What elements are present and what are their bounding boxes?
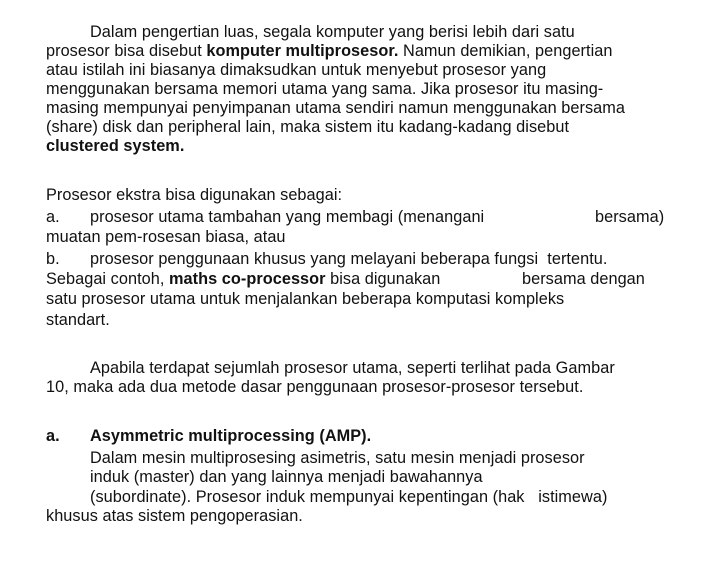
list-item-b-line1: prosesor penggunaan khusus yang melayani beberapa fungsi tertentu.	[90, 250, 608, 268]
paragraph1-line1: Dalam pengertian luas, segala komputer yang berisi lebih dari satu	[90, 23, 575, 41]
paragraph3-line1: Apabila terdapat sejumlah prosesor utama, seperti terlihat pada Gambar	[90, 359, 615, 377]
list-marker-a: a.	[46, 208, 60, 226]
list-item-a-line2: muatan pem-rosesan biasa, atau	[46, 228, 286, 246]
section-a-line4: khusus atas sistem pengoperasian.	[46, 507, 303, 525]
section-marker-a: a.	[46, 427, 60, 445]
list-item-b-line3: satu prosesor utama untuk menjalankan beberapa komputasi kompleks	[46, 290, 565, 308]
list-item-b-line2-end: bersama dengan	[522, 270, 645, 288]
term-komputer-multiprosesor: komputer multiprosesor.	[206, 42, 399, 60]
list-item-a-line1-end: bersama)	[595, 208, 665, 226]
list-item-b-line2-rest: bisa digunakan	[325, 270, 441, 288]
term-clustered-system: clustered system.	[46, 137, 185, 155]
term-maths-co-processor: maths co-processor	[169, 270, 326, 288]
list-item-b-line2	[46, 269, 440, 289]
paragraph1-line5: masing mempunyai penyimpanan utama sendiri namun menggunakan bersama	[46, 99, 625, 117]
section-a-line2: induk (master) dan yang lainnya menjadi bawahannya	[90, 468, 483, 486]
section-a-line1: Dalam mesin multiprosesing asimetris, satu mesin menjadi prosesor	[90, 449, 585, 467]
paragraph1-line2	[46, 41, 612, 61]
section-a-line3: (subordinate). Prosesor induk mempunyai kepentingan (hak istimewa)	[90, 488, 608, 506]
paragraph1-line4: menggunakan bersama memori utama yang sama. Jika prosesor itu masing-	[46, 80, 604, 98]
paragraph1-line6: (share) disk dan peripheral lain, maka sistem itu kadang-kadang disebut	[46, 118, 570, 136]
list-item-a-line1: prosesor utama tambahan yang membagi (menangani	[90, 208, 485, 226]
list-item-b-line4: standart.	[46, 311, 110, 329]
section-heading-amp: Asymmetric multiprocessing (AMP).	[90, 427, 372, 445]
paragraph3-line2: 10, maka ada dua metode dasar penggunaan prosesor-prosesor tersebut.	[46, 378, 584, 396]
list-marker-b: b.	[46, 250, 60, 268]
paragraph1-line2-rest: Namun demikian, pengertian	[398, 42, 613, 60]
list-item-b-line2-text: Sebagai contoh,	[46, 270, 170, 288]
paragraph2-intro: Prosesor ekstra bisa digunakan sebagai:	[46, 186, 343, 204]
paragraph1-line2-text: prosesor bisa disebut	[46, 42, 207, 60]
paragraph1-line3: atau istilah ini biasanya dimaksudkan untuk menyebut prosesor yang	[46, 61, 547, 79]
